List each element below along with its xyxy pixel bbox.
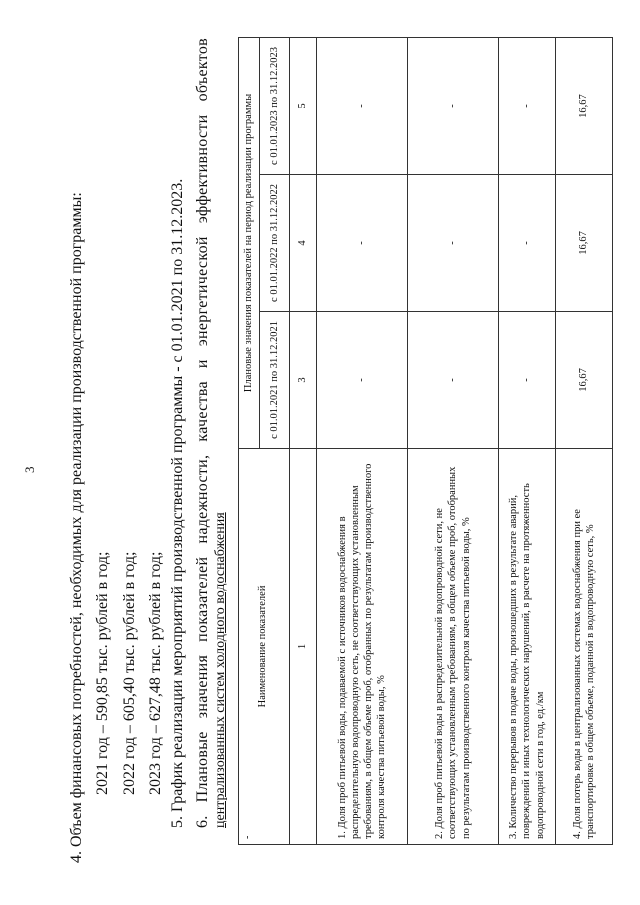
column-number-3: 3 xyxy=(290,311,317,448)
table-row xyxy=(317,38,408,845)
column-number-5: 5 xyxy=(290,38,317,175)
period-2022: с 01.01.2022 по 31.12.2022 xyxy=(260,175,290,312)
section6-title-line2: централизованных систем холодного водоснабжения xyxy=(213,512,228,828)
value-2021: - xyxy=(317,311,408,448)
header-name-cell xyxy=(239,448,290,844)
section5-title: 5. График реализации мероприятий производственной программы - с 01.01.2021 по 31.12.2023. xyxy=(169,178,186,828)
value-2021: - xyxy=(408,311,499,448)
header-name: Наименование показателей xyxy=(257,585,268,708)
value-2023: 16,67 xyxy=(556,38,613,175)
period-2021: с 01.01.2021 по 31.12.2021 xyxy=(260,311,290,448)
value-2021: 16,67 xyxy=(556,311,613,448)
corner-mark: - xyxy=(242,835,253,839)
indicator-name: 2. Доля проб питьевой воды в распределительной водопроводной сети, не соответствующих установленным требованиям, в общем объеме проб, отобранных по результатам производственного контроля качества питьевой воды, % xyxy=(408,448,499,844)
value-2023: - xyxy=(317,38,408,175)
indicators-table xyxy=(238,37,613,845)
value-2022: - xyxy=(408,175,499,312)
section4-title: 4. Объем финансовых потребностей, необходимых для реализации производственной программы: xyxy=(68,192,85,863)
table-row xyxy=(408,38,499,845)
value-2023: - xyxy=(408,38,499,175)
section6-title-line1: 6. Плановые значения показателей надежности, качества и энергетической эффективности объектов xyxy=(194,38,211,828)
value-2021: - xyxy=(499,311,556,448)
value-2022: - xyxy=(317,175,408,312)
column-number-1: 1 xyxy=(290,448,317,844)
page-number: 3 xyxy=(22,466,37,473)
column-number-4: 4 xyxy=(290,175,317,312)
financial-year-2023: 2023 год – 627,48 тыс. рублей в год; xyxy=(147,551,164,795)
financial-year-2022: 2022 год – 605,40 тыс. рублей в год; xyxy=(121,551,138,795)
value-2022: 16,67 xyxy=(556,175,613,312)
indicator-name: 3. Количество перерывов в подаче воды, произошедших в результате аварий, повреждений и иных технологических нарушений, в расчете на протяженность водопроводной сети в год, ед./км xyxy=(499,448,556,844)
table-row xyxy=(499,38,556,845)
value-2022: - xyxy=(499,175,556,312)
period-2023: с 01.01.2023 по 31.12.2023 xyxy=(260,38,290,175)
financial-year-2021: 2021 год – 590,85 тыс. рублей в год; xyxy=(94,551,111,795)
header-group: Плановые значения показателей на период реализации программы xyxy=(239,38,260,449)
table-row xyxy=(556,38,613,845)
value-2023: - xyxy=(499,38,556,175)
indicator-name: 4. Доля потерь воды в централизованных системах водоснабжения при ее транспортировке в общем объеме, поданной в водопроводную сеть, % xyxy=(556,448,613,844)
indicator-name: 1. Доля проб питьевой воды, подаваемой с источников водоснабжения в распределительную водопроводную сеть, не соответствующих установленным требованиям, в общем объеме проб, отобранных по результатам производственного контроля качества питьевой воды, % xyxy=(317,448,408,844)
